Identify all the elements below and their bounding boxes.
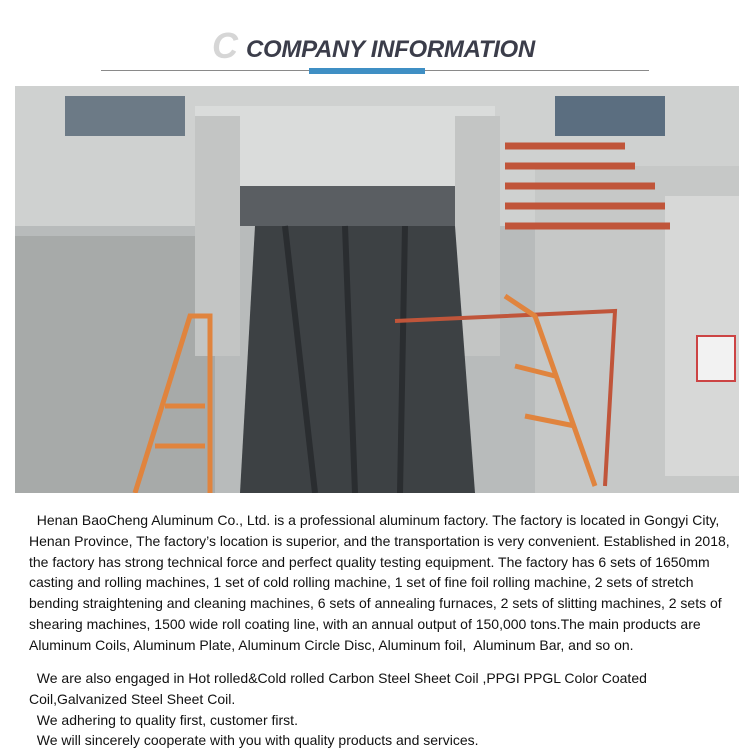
description-line: shearing machines, 1500 wide roll coating line, with an annual output of 150,000 tons.The main products are: [29, 615, 701, 632]
description-line: Henan Province, The factory’s location is superior, and the transportation is very convenient. Established in 2018,: [29, 532, 730, 549]
title-initial-decoration: C: [212, 25, 238, 66]
section-header: [0, 24, 750, 74]
scope-line: We will sincerely cooperate with you with quality products and services.: [29, 732, 479, 749]
business-scope: [29, 668, 744, 751]
scope-line: We adhering to quality first, customer first.: [29, 711, 298, 728]
factory-photo: [15, 86, 739, 493]
scope-line: We are also engaged in Hot rolled&Cold rolled Carbon Steel Sheet Coil ,PPGI PPGL Color Coated: [29, 670, 647, 686]
description-line: Aluminum Coils, Aluminum Plate, Aluminum Circle Disc, Aluminum foil, Aluminum Bar, and so on.: [29, 636, 634, 653]
description-line: Henan BaoCheng Aluminum Co., Ltd. is a professional aluminum factory. The factory is located in Gongyi City,: [29, 512, 720, 528]
description-line: bending straightening and cleaning machines, 6 sets of annealing furnaces, 2 sets of slitting machines, 2 sets of: [29, 595, 722, 612]
description-line: the factory has strong technical force and perfect quality testing equipment. The factory has 6 sets of 1650mm: [29, 553, 710, 570]
page-title: COMPANY INFORMATION: [246, 36, 535, 63]
description-line: casting and rolling machines, 1 set of cold rolling machine, 1 set of fine foil rolling machine, 2 sets of stretch: [29, 574, 694, 591]
company-description: [29, 510, 744, 656]
scope-line: Coil,Galvanized Steel Sheet Coil.: [29, 690, 236, 707]
title-accent-bar: [309, 68, 425, 74]
